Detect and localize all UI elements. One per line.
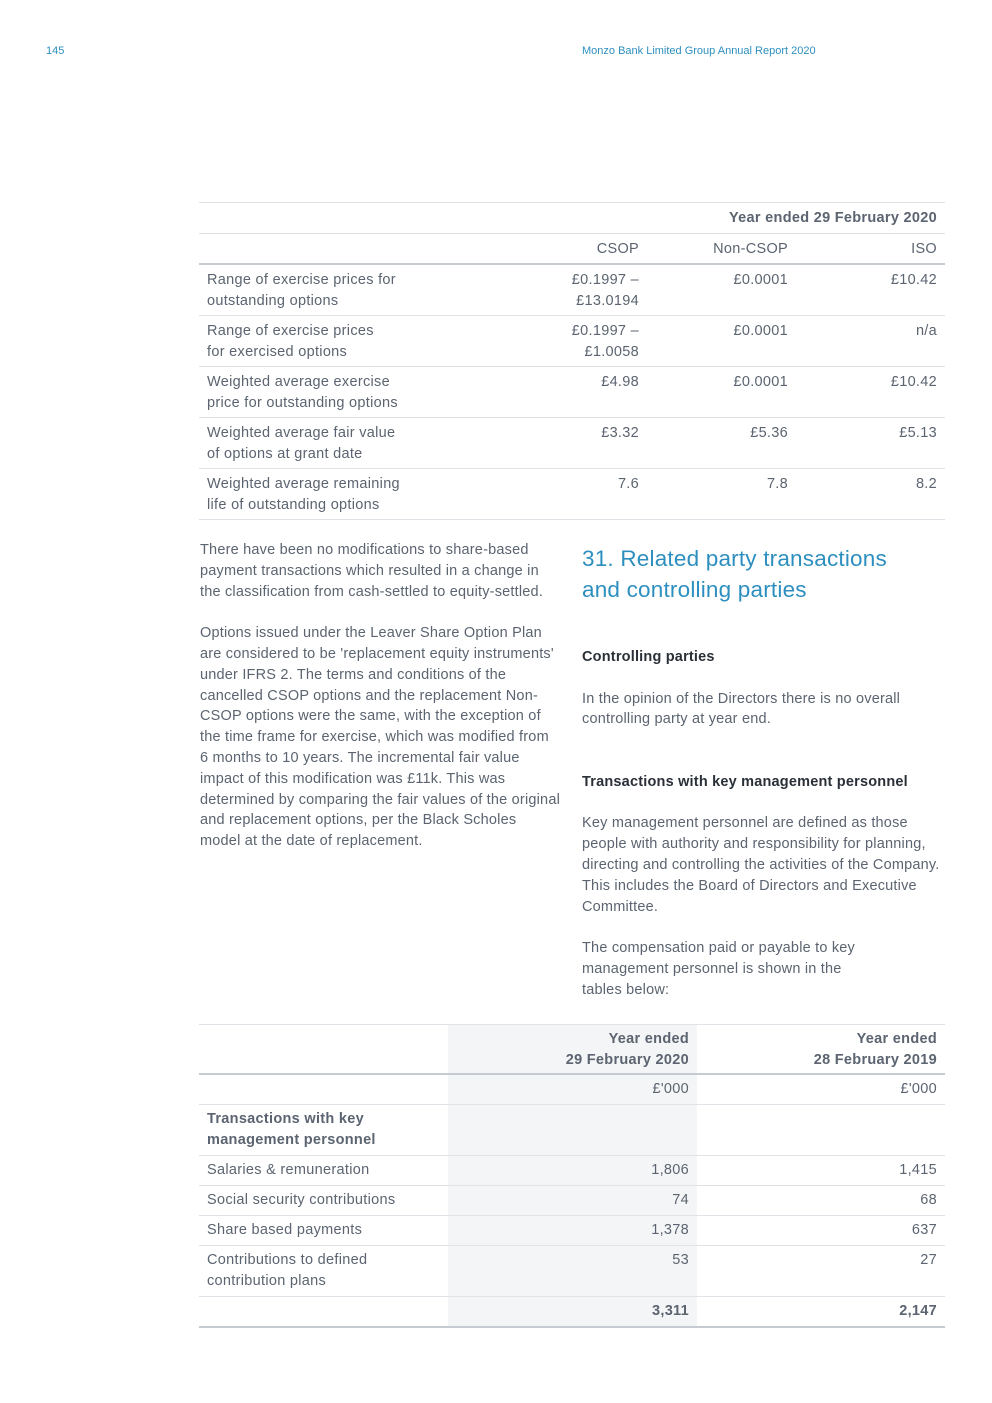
compensation-header-row <box>199 1025 945 1075</box>
report-title: Monzo Bank Limited Group Annual Report 2020 <box>582 45 816 57</box>
csop-value: £3.32 <box>499 418 647 469</box>
value-2019: 637 <box>697 1216 945 1246</box>
iso-value: £10.42 <box>796 367 945 418</box>
iso-value: 8.2 <box>796 469 945 520</box>
row-label: Share based payments <box>199 1216 448 1246</box>
column-header-non-csop: Non-CSOP <box>647 233 796 264</box>
iso-value: £5.13 <box>796 418 945 469</box>
related-party-section <box>582 540 947 1001</box>
row-label: Weighted average fair value of options at grant date <box>199 418 499 469</box>
controlling-parties-heading: Controlling parties <box>582 649 715 665</box>
non-csop-value: £0.0001 <box>647 316 796 367</box>
non-csop-value: £0.0001 <box>647 264 796 316</box>
table-row <box>199 1216 945 1246</box>
value-2020: 53 <box>448 1246 697 1297</box>
group-label: Transactions with key management personnel <box>199 1105 448 1156</box>
compensation-intro: The compensation paid or payable to key management personnel is shown in the tables below: <box>582 940 855 998</box>
csop-value: £0.1997 – £1.0058 <box>499 316 647 367</box>
unit-2019: £'000 <box>697 1074 945 1105</box>
column-header-2019: Year ended 28 February 2019 <box>697 1025 945 1075</box>
non-csop-value: £0.0001 <box>647 367 796 418</box>
row-label: Salaries & remuneration <box>199 1156 448 1186</box>
total-2020: 3,311 <box>448 1297 697 1328</box>
column-header-csop: CSOP <box>499 233 647 264</box>
unit-row <box>199 1074 945 1105</box>
table-row <box>199 418 945 469</box>
options-table-header-row <box>199 233 945 264</box>
value-2020: 74 <box>448 1186 697 1216</box>
non-csop-value: 7.8 <box>647 469 796 520</box>
row-label: Weighted average remaining life of outstanding options <box>199 469 499 520</box>
leaver-share-option-paragraph: Options issued under the Leaver Share Option Plan are considered to be 'replacement equity instruments' under IFRS 2. The terms and conditions of the cancelled CSOP options and the replacement Non-CSOP options were the same, with the exception of the time frame for exercise, which was modified from 6 months to 10 years. The incremental fair value impact of this modification was £11k. This was determined by comparing the fair values of the original and replacement options, per the Black Scholes model at the date of replacement. <box>200 625 560 850</box>
row-label: Social security contributions <box>199 1186 448 1216</box>
column-header-iso: ISO <box>796 233 945 264</box>
table-row <box>199 316 945 367</box>
csop-value: 7.6 <box>499 469 647 520</box>
page-number: 145 <box>46 45 65 57</box>
value-2019: 68 <box>697 1186 945 1216</box>
section-title: 31. Related party transactions and controlling parties <box>582 546 887 602</box>
row-label: Contributions to defined contribution plans <box>199 1246 448 1297</box>
total-2019: 2,147 <box>697 1297 945 1328</box>
table-row <box>199 367 945 418</box>
options-table <box>199 202 945 520</box>
row-label: Range of exercise prices for outstanding options <box>199 264 499 316</box>
value-2020: 1,378 <box>448 1216 697 1246</box>
table-row <box>199 1186 945 1216</box>
table-row <box>199 1246 945 1297</box>
non-csop-value: £5.36 <box>647 418 796 469</box>
controlling-parties-text: In the opinion of the Directors there is no overall controlling party at year end. <box>582 690 901 728</box>
csop-value: £0.1997 – £13.0194 <box>499 264 647 316</box>
row-label: Range of exercise prices for exercised options <box>199 316 499 367</box>
table-row <box>199 264 945 316</box>
options-table-period-row <box>199 203 945 234</box>
kmp-text: Key management personnel are defined as those people with authority and responsibility for planning, directing and controlling the activities of the Company. This includes the Board of Directors and Executive Committee. <box>582 815 940 915</box>
compensation-table <box>199 1024 945 1328</box>
total-row <box>199 1297 945 1328</box>
group-label-row <box>199 1105 945 1156</box>
modifications-paragraph: There have been no modifications to share-based payment transactions which resulted in a change in the classification from cash-settled to equity-settled. <box>200 542 544 600</box>
value-2019: 27 <box>697 1246 945 1297</box>
unit-2020: £'000 <box>448 1074 697 1105</box>
kmp-heading: Transactions with key management personnel <box>582 773 908 790</box>
value-2020: 1,806 <box>448 1156 697 1186</box>
column-header-2020: Year ended 29 February 2020 <box>448 1025 697 1075</box>
options-period-label: Year ended 29 February 2020 <box>647 203 945 234</box>
value-2019: 1,415 <box>697 1156 945 1186</box>
iso-value: £10.42 <box>796 264 945 316</box>
table-row <box>199 1156 945 1186</box>
left-text-column <box>200 540 560 873</box>
row-label: Weighted average exercise price for outstanding options <box>199 367 499 418</box>
iso-value: n/a <box>796 316 945 367</box>
table-row <box>199 469 945 520</box>
csop-value: £4.98 <box>499 367 647 418</box>
